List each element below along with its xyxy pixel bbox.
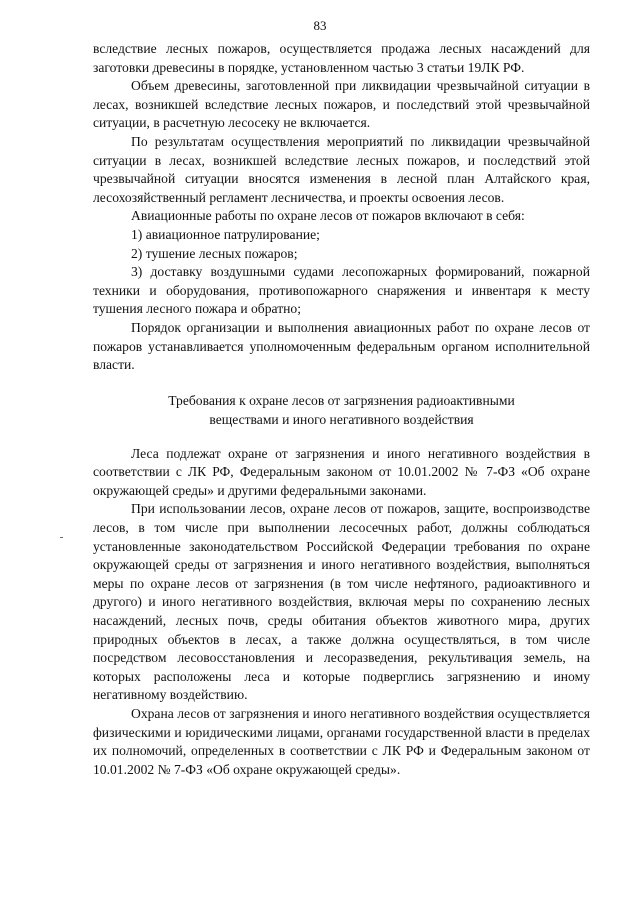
page-number: 83 <box>313 18 327 33</box>
document-body <box>93 40 590 779</box>
scan-artifact <box>60 537 63 538</box>
paragraph-aviation-order: Порядок организации и выполнения авиационных работ по охране лесов от пожаров устанавливается уполномоченным федеральным органом исполнительной власти. <box>93 319 590 373</box>
section-heading-line-1: Требования к охране лесов от загрязнения радиоактивными <box>168 392 515 408</box>
paragraph-continuation: вследствие лесных пожаров, осуществляется продажа лесных насаждений для заготовки древесины в порядке, установленном частью 3 статьи 19ЛК РФ. <box>93 41 590 75</box>
list-item-aviation-patrol: 1) авиационное патрулирование; <box>131 226 320 242</box>
list-item-air-delivery: 3) доставку воздушными судами лесопожарных формирований, пожарной техники и оборудования, противопожарного снаряжения и инвентаря к месту тушения лесного пожара и обратно; <box>93 264 590 317</box>
paragraph-forest-protection: Леса подлежат охране от загрязнения и иного негативного воздействия в соответствии с ЛК РФ, Федеральным законом от 10.01.2002 № 7-ФЗ «Об охране окружающей среды» и другими федеральными законами. <box>93 445 590 498</box>
paragraph-forest-use-requirements: При использовании лесов, охране лесов от пожаров, защите, воспроизводстве лесов, в том числе при выполнении лесосечных работ, должны соблюдаться установленные законодательством Российской Федерации требования по охране окружающей среды от загрязнения и иного негативного воздействия, выполняться меры по охране лесов от загрязнения (в том числе нефтяного, радиоактивного и другого) и иного негативного воздействия, включая меры по сохранению лесных насаждений, лесных почв, среды обитания объектов животного мира, других природных объектов в лесах, а также должна осуществляться, в том числе посредством лесовосстановления и лесоразведения, рекультивация земель, на которых расположены леса и которые подверглись загрязнению и иному негативному воздействию. <box>93 501 590 703</box>
paragraph-protection-actors: Охрана лесов от загрязнения и иного негативного воздействия осуществляется физическими и юридическими лицами, органами государственной власти в пределах их полномочий, определенных в соответствии с ЛК РФ и Федеральным законом от 10.01.2002 № 7-ФЗ «Об охране окружающей среды». <box>93 706 590 777</box>
paragraph-emergency-results: По результатам осуществления мероприятий по ликвидации чрезвычайной ситуации в лесах, возникшей вследствие лесных пожаров, и последствий этой чрезвычайной ситуации вносятся изменения в лесной план Алтайского края, лесохозяйственный регламент лесничества, и проекты освоения лесов. <box>93 133 590 205</box>
section-heading <box>93 391 590 429</box>
paragraph-aviation-intro: Авиационные работы по охране лесов от пожаров включают в себя: <box>131 208 525 224</box>
list-item-fire-extinguishing: 2) тушение лесных пожаров; <box>131 245 298 261</box>
section-heading-line-2: веществами и иного негативного воздействия <box>209 411 474 427</box>
paragraph-wood-volume: Объем древесины, заготовленной при ликвидации чрезвычайной ситуации в лесах, возникшей вследствие лесных пожаров, и последствий этой чрезвычайной ситуации, в расчетную лесосеку не включается. <box>93 78 590 131</box>
